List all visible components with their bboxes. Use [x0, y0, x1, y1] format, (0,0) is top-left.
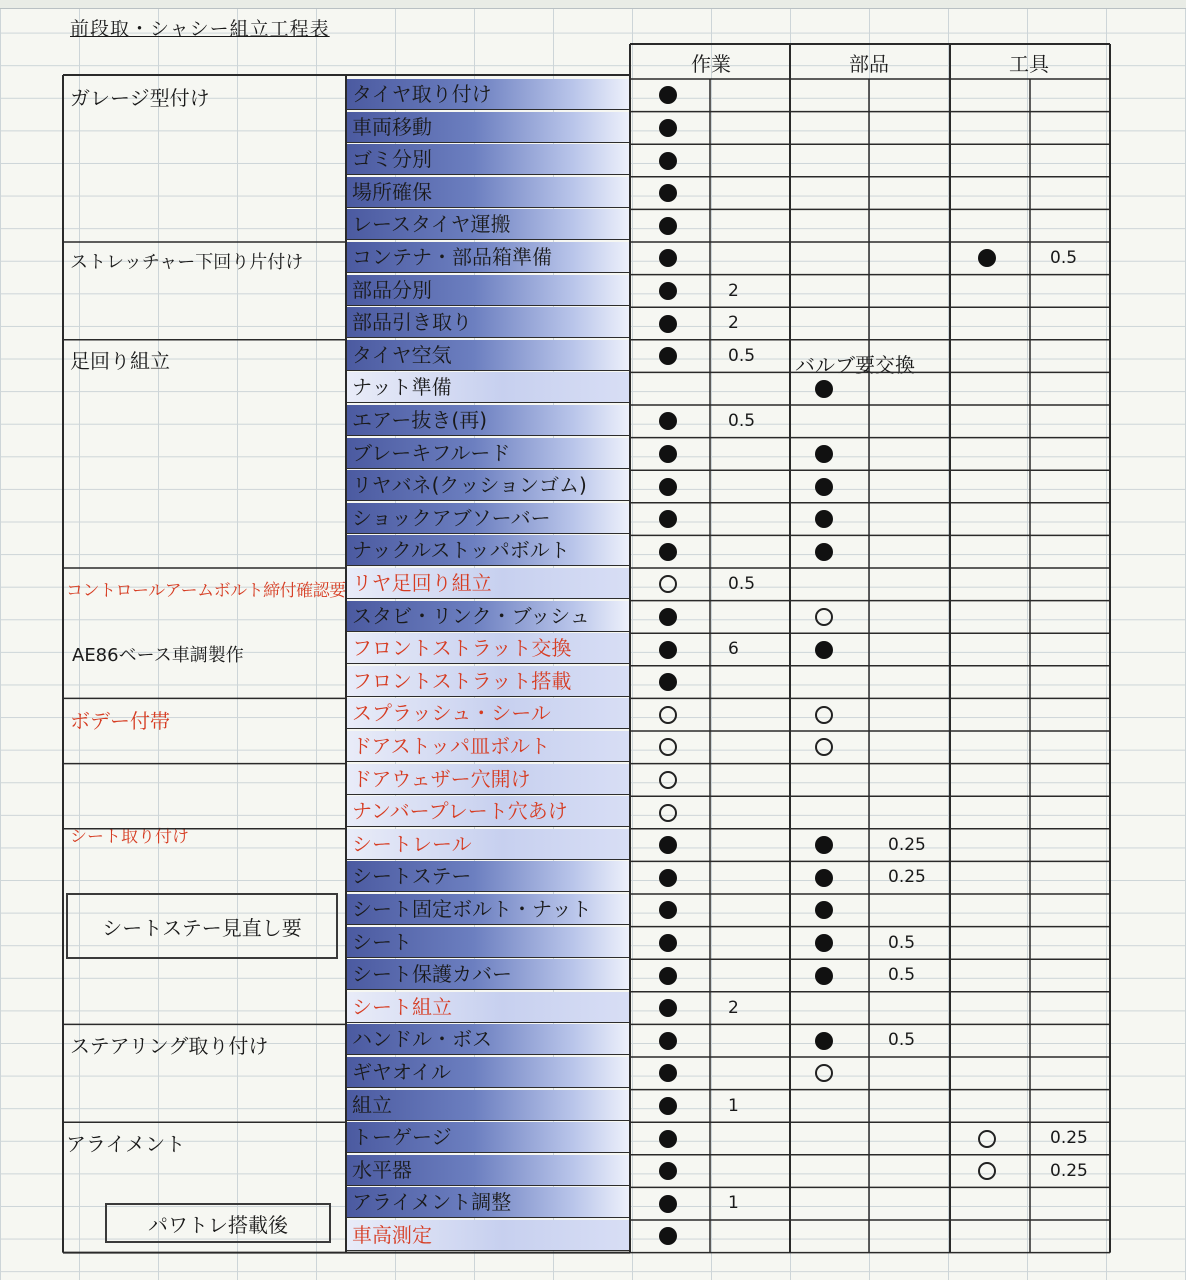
group-label: ボデー付帯: [70, 709, 170, 733]
group-label: シート取り付け: [70, 827, 189, 847]
task-cell[interactable]: 場所確保: [346, 177, 630, 208]
hollow-circle-mark: [659, 738, 677, 756]
filled-circle-mark: [659, 510, 677, 528]
pawatore-note-box: パワトレ搭載後: [105, 1203, 331, 1243]
task-cell[interactable]: タイヤ取り付け: [346, 79, 630, 110]
value-cell: 0.25: [1050, 1160, 1088, 1181]
hollow-circle-mark: [978, 1162, 996, 1180]
filled-circle-mark: [659, 1162, 677, 1180]
filled-circle-mark: [815, 934, 833, 952]
value-cell: 0.5: [728, 345, 756, 366]
filled-circle-mark: [815, 869, 833, 887]
task-cell[interactable]: コンテナ・部品箱準備: [346, 242, 630, 273]
filled-circle-mark: [815, 901, 833, 919]
filled-circle-mark: [659, 412, 677, 430]
filled-circle-mark: [659, 184, 677, 202]
filled-circle-mark: [659, 347, 677, 365]
header-parts: 部品: [849, 52, 889, 76]
filled-circle-mark: [659, 1097, 677, 1115]
task-cell[interactable]: シート組立: [346, 992, 630, 1023]
filled-circle-mark: [815, 836, 833, 854]
value-cell: 2: [728, 280, 739, 301]
task-cell[interactable]: シート保護カバー: [346, 959, 630, 990]
filled-circle-mark: [659, 315, 677, 333]
group-label: 足回り組立: [70, 349, 170, 373]
value-cell: 1: [728, 1095, 739, 1116]
filled-circle-mark: [659, 673, 677, 691]
filled-circle-mark: [659, 641, 677, 659]
filled-circle-mark: [659, 1227, 677, 1245]
task-cell[interactable]: 部品分別: [346, 275, 630, 306]
task-cell[interactable]: ゴミ分別: [346, 144, 630, 175]
task-cell[interactable]: ナックルストッパボルト: [346, 535, 630, 566]
task-cell[interactable]: ナンバープレート穴あけ: [346, 796, 630, 827]
hollow-circle-mark: [815, 738, 833, 756]
task-cell[interactable]: レースタイヤ運搬: [346, 209, 630, 240]
filled-circle-mark: [815, 445, 833, 463]
hollow-circle-mark: [659, 575, 677, 593]
task-cell[interactable]: トーゲージ: [346, 1122, 630, 1153]
filled-circle-mark: [659, 152, 677, 170]
task-cell[interactable]: アライメント調整: [346, 1187, 630, 1218]
part-note: バルブ要交換: [795, 353, 915, 377]
hollow-circle-mark: [815, 608, 833, 626]
column-header-strip: [0, 0, 1186, 9]
value-cell: 0.5: [888, 965, 916, 986]
value-cell: 2: [728, 313, 739, 334]
value-cell: 1: [728, 1193, 739, 1214]
value-cell: 0.25: [1050, 1128, 1088, 1149]
task-cell[interactable]: スプラッシュ・シール: [346, 698, 630, 729]
task-cell[interactable]: ドアウェザー穴開け: [346, 764, 630, 795]
value-cell: 0.5: [888, 1030, 916, 1051]
filled-circle-mark: [815, 641, 833, 659]
filled-circle-mark: [659, 608, 677, 626]
filled-circle-mark: [659, 967, 677, 985]
filled-circle-mark: [659, 934, 677, 952]
task-cell[interactable]: 部品引き取り: [346, 307, 630, 338]
task-cell[interactable]: フロントストラット搭載: [346, 666, 630, 697]
header-work: 作業: [691, 52, 731, 76]
value-cell: 0.5: [888, 932, 916, 953]
task-cell[interactable]: ショックアブソーバー: [346, 503, 630, 534]
task-cell[interactable]: シートレール: [346, 829, 630, 860]
value-cell: 6: [728, 639, 739, 660]
filled-circle-mark: [815, 1032, 833, 1050]
task-cell[interactable]: フロントストラット交換: [346, 633, 630, 664]
filled-circle-mark: [659, 217, 677, 235]
task-cell[interactable]: ドアストッパ皿ボルト: [346, 731, 630, 762]
task-cell[interactable]: 水平器: [346, 1155, 630, 1186]
value-cell: 2: [728, 997, 739, 1018]
header-tools: 工具: [1009, 52, 1049, 76]
value-cell: 0.5: [728, 574, 756, 594]
group-label: コントロールアームボルト締付確認要: [66, 581, 346, 601]
filled-circle-mark: [659, 1130, 677, 1148]
task-cell[interactable]: シートステー: [346, 861, 630, 892]
hollow-circle-mark: [659, 706, 677, 724]
filled-circle-mark: [659, 999, 677, 1017]
task-cell[interactable]: ギヤオイル: [346, 1057, 630, 1088]
hollow-circle-mark: [978, 1130, 996, 1148]
task-cell[interactable]: ナット準備: [346, 372, 630, 403]
filled-circle-mark: [815, 967, 833, 985]
task-cell[interactable]: ブレーキフルード: [346, 438, 630, 469]
filled-circle-mark: [659, 901, 677, 919]
value-cell: 0.25: [888, 867, 926, 888]
filled-circle-mark: [659, 1064, 677, 1082]
task-cell[interactable]: 車両移動: [346, 112, 630, 143]
hollow-circle-mark: [659, 804, 677, 822]
hollow-circle-mark: [815, 706, 833, 724]
filled-circle-mark: [815, 510, 833, 528]
sheet-title: 前段取・シャシー組立工程表: [70, 18, 330, 40]
group-label: アライメント: [66, 1132, 186, 1156]
filled-circle-mark: [659, 1195, 677, 1213]
hollow-circle-mark: [659, 771, 677, 789]
task-cell[interactable]: エアー抜き(再): [346, 405, 630, 436]
filled-circle-mark: [978, 249, 996, 267]
task-cell[interactable]: リヤ足回り組立: [346, 568, 630, 599]
value-cell: 0.5: [1050, 248, 1078, 268]
task-cell[interactable]: シート固定ボルト・ナット: [346, 894, 630, 925]
value-cell: 0.25: [888, 834, 926, 855]
filled-circle-mark: [659, 249, 677, 267]
filled-circle-mark: [659, 543, 677, 561]
task-cell[interactable]: シート: [346, 927, 630, 958]
task-cell[interactable]: 組立: [346, 1090, 630, 1121]
task-cell[interactable]: ハンドル・ボス: [346, 1024, 630, 1055]
filled-circle-mark: [815, 380, 833, 398]
seat-note-box: シートステー見直し要: [66, 893, 338, 959]
filled-circle-mark: [815, 478, 833, 496]
group-label: AE86ベース車調製作: [72, 645, 244, 666]
task-cell[interactable]: タイヤ空気: [346, 340, 630, 371]
value-cell: 0.5: [728, 411, 756, 431]
group-label: ガレージ型付け: [70, 86, 210, 110]
task-cell[interactable]: 車高測定: [346, 1220, 630, 1251]
hollow-circle-mark: [815, 1064, 833, 1082]
task-cell[interactable]: スタビ・リンク・ブッシュ: [346, 601, 630, 632]
filled-circle-mark: [659, 282, 677, 300]
task-cell[interactable]: リヤバネ(クッションゴム): [346, 470, 630, 501]
filled-circle-mark: [659, 445, 677, 463]
group-label: ストレッチャー下回り片付け: [70, 252, 304, 273]
filled-circle-mark: [815, 543, 833, 561]
group-label: ステアリング取り付け: [70, 1034, 269, 1058]
filled-circle-mark: [659, 836, 677, 854]
filled-circle-mark: [659, 119, 677, 137]
filled-circle-mark: [659, 869, 677, 887]
filled-circle-mark: [659, 478, 677, 496]
filled-circle-mark: [659, 86, 677, 104]
filled-circle-mark: [659, 1032, 677, 1050]
